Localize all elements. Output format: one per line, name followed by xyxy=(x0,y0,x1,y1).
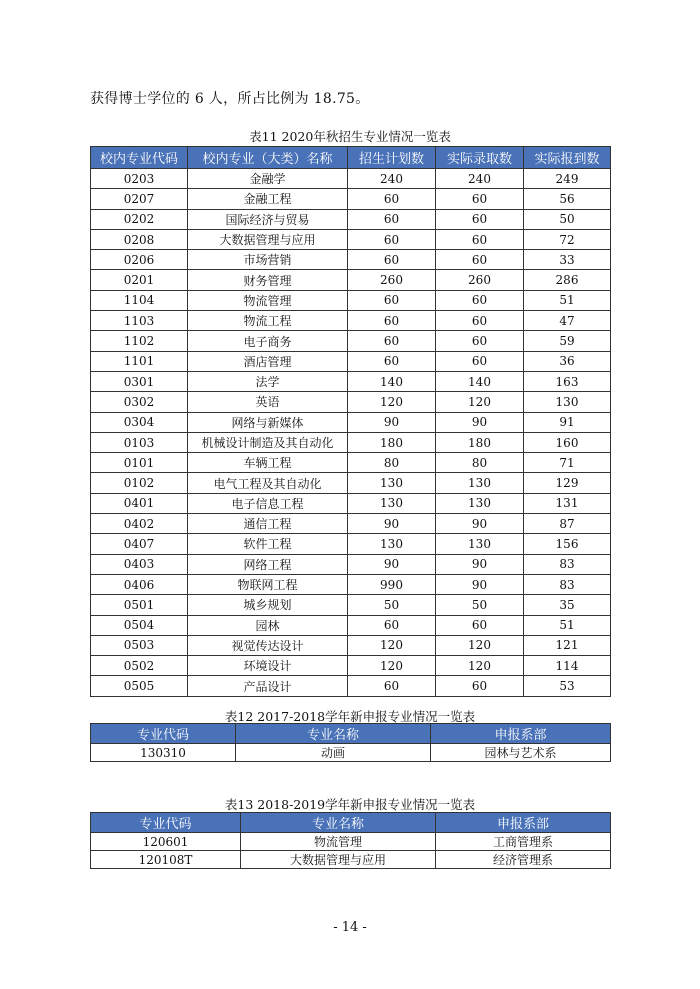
table-cell: 160 xyxy=(524,432,611,452)
table-cell: 大数据管理与应用 xyxy=(241,851,436,869)
table-row xyxy=(91,851,611,869)
table-cell: 0403 xyxy=(91,554,188,574)
table-cell: 240 xyxy=(436,169,524,189)
table-cell: 0401 xyxy=(91,493,188,513)
table-row xyxy=(91,169,611,189)
table-cell: 60 xyxy=(436,351,524,371)
table-cell: 260 xyxy=(436,270,524,290)
table-cell: 120108T xyxy=(91,851,241,869)
table-row xyxy=(91,189,611,209)
table-cell: 0208 xyxy=(91,229,188,249)
table-cell: 90 xyxy=(436,554,524,574)
table-row xyxy=(91,656,611,676)
table-cell: 动画 xyxy=(236,744,431,762)
table-cell: 50 xyxy=(436,595,524,615)
table-cell: 56 xyxy=(524,189,611,209)
table-row xyxy=(91,453,611,473)
table-cell: 物联网工程 xyxy=(188,574,348,594)
table-cell: 1103 xyxy=(91,311,188,331)
table-cell: 市场营销 xyxy=(188,250,348,270)
table-cell: 80 xyxy=(348,453,436,473)
table-cell: 36 xyxy=(524,351,611,371)
table-row xyxy=(91,229,611,249)
table-cell: 72 xyxy=(524,229,611,249)
table-cell: 0101 xyxy=(91,453,188,473)
table-row xyxy=(91,250,611,270)
table-cell: 120 xyxy=(436,656,524,676)
table-cell: 60 xyxy=(436,290,524,310)
table-cell: 114 xyxy=(524,656,611,676)
table-row xyxy=(91,514,611,534)
table-cell: 0505 xyxy=(91,676,188,696)
column-header: 实际报到数 xyxy=(524,147,611,169)
table-row xyxy=(91,351,611,371)
table-cell: 129 xyxy=(524,473,611,493)
table-cell: 50 xyxy=(348,595,436,615)
table-row xyxy=(91,534,611,554)
table-row xyxy=(91,554,611,574)
table-cell: 通信工程 xyxy=(188,514,348,534)
table12-caption: 表12 2017-2018学年新申报专业情况一览表 xyxy=(224,709,476,724)
table12-new-majors-2017 xyxy=(90,723,611,762)
table-cell: 140 xyxy=(348,371,436,391)
table-cell: 60 xyxy=(348,229,436,249)
table-cell: 产品设计 xyxy=(188,676,348,696)
table11-enrollment xyxy=(90,146,611,697)
table-cell: 60 xyxy=(348,209,436,229)
table-cell: 121 xyxy=(524,635,611,655)
table-cell: 60 xyxy=(348,189,436,209)
page-number: - 14 - xyxy=(333,920,367,935)
table-row xyxy=(91,493,611,513)
table-row xyxy=(91,595,611,615)
table-cell: 经济管理系 xyxy=(436,851,611,869)
table13-new-majors-2018 xyxy=(90,812,611,869)
table-cell: 130 xyxy=(436,493,524,513)
table-cell: 电气工程及其自动化 xyxy=(188,473,348,493)
table-cell: 金融学 xyxy=(188,169,348,189)
table-row xyxy=(91,270,611,290)
table-cell: 120 xyxy=(436,635,524,655)
table-cell: 0301 xyxy=(91,371,188,391)
table-row xyxy=(91,371,611,391)
table-cell: 260 xyxy=(348,270,436,290)
table-cell: 60 xyxy=(348,250,436,270)
table-cell: 大数据管理与应用 xyxy=(188,229,348,249)
table-cell: 130310 xyxy=(91,744,236,762)
intro-paragraph: 获得博士学位的 6 人，所占比例为 18.75。 xyxy=(90,91,370,107)
table-cell: 城乡规划 xyxy=(188,595,348,615)
table-cell: 249 xyxy=(524,169,611,189)
table-row xyxy=(91,676,611,696)
table-cell: 0402 xyxy=(91,514,188,534)
column-header: 专业名称 xyxy=(241,813,436,833)
table-cell: 120 xyxy=(348,635,436,655)
table-cell: 120 xyxy=(436,392,524,412)
table-cell: 60 xyxy=(436,331,524,351)
table-cell: 60 xyxy=(436,615,524,635)
table-cell: 120 xyxy=(348,656,436,676)
table-cell: 47 xyxy=(524,311,611,331)
table-cell: 71 xyxy=(524,453,611,473)
column-header: 专业代码 xyxy=(91,724,236,744)
table-cell: 0501 xyxy=(91,595,188,615)
table-cell: 990 xyxy=(348,574,436,594)
table-cell: 53 xyxy=(524,676,611,696)
table-row xyxy=(91,833,611,851)
table-cell: 软件工程 xyxy=(188,534,348,554)
table-row xyxy=(91,290,611,310)
table-cell: 60 xyxy=(436,189,524,209)
table-cell: 园林与艺术系 xyxy=(431,744,611,762)
table-cell: 金融工程 xyxy=(188,189,348,209)
column-header: 专业代码 xyxy=(91,813,241,833)
table-cell: 83 xyxy=(524,554,611,574)
table-cell: 60 xyxy=(348,331,436,351)
table-cell: 240 xyxy=(348,169,436,189)
table-cell: 0203 xyxy=(91,169,188,189)
table-cell: 物流工程 xyxy=(188,311,348,331)
column-header: 申报系部 xyxy=(436,813,611,833)
column-header: 招生计划数 xyxy=(348,147,436,169)
table-cell: 60 xyxy=(348,290,436,310)
table-cell: 0206 xyxy=(91,250,188,270)
table-cell: 财务管理 xyxy=(188,270,348,290)
table-cell: 163 xyxy=(524,371,611,391)
table-cell: 60 xyxy=(348,676,436,696)
table-cell: 90 xyxy=(436,514,524,534)
table-header-row xyxy=(91,724,611,744)
table-cell: 130 xyxy=(348,534,436,554)
table-cell: 0503 xyxy=(91,635,188,655)
table-cell: 35 xyxy=(524,595,611,615)
table-cell: 180 xyxy=(348,432,436,452)
table-cell: 60 xyxy=(348,615,436,635)
table-cell: 1102 xyxy=(91,331,188,351)
table-cell: 140 xyxy=(436,371,524,391)
table-cell: 0103 xyxy=(91,432,188,452)
table-cell: 机械设计制造及其自动化 xyxy=(188,432,348,452)
table-cell: 物流管理 xyxy=(188,290,348,310)
table-row xyxy=(91,331,611,351)
table-cell: 视觉传达设计 xyxy=(188,635,348,655)
table-cell: 60 xyxy=(436,311,524,331)
table-cell: 90 xyxy=(348,554,436,574)
table-cell: 电子信息工程 xyxy=(188,493,348,513)
table-cell: 90 xyxy=(436,574,524,594)
table11-caption: 表11 2020年秋招生专业情况一览表 xyxy=(249,129,451,144)
table-cell: 33 xyxy=(524,250,611,270)
table-cell: 网络工程 xyxy=(188,554,348,574)
column-header: 校内专业代码 xyxy=(91,147,188,169)
table-cell: 80 xyxy=(436,453,524,473)
table-cell: 0207 xyxy=(91,189,188,209)
table-cell: 1104 xyxy=(91,290,188,310)
table-cell: 90 xyxy=(348,412,436,432)
table-cell: 91 xyxy=(524,412,611,432)
table-cell: 130 xyxy=(436,534,524,554)
table-row xyxy=(91,615,611,635)
table-cell: 59 xyxy=(524,331,611,351)
table-cell: 180 xyxy=(436,432,524,452)
table-cell: 0304 xyxy=(91,412,188,432)
table-cell: 60 xyxy=(436,209,524,229)
table-cell: 0102 xyxy=(91,473,188,493)
column-header: 校内专业（大类）名称 xyxy=(188,147,348,169)
table-cell: 0302 xyxy=(91,392,188,412)
table-cell: 83 xyxy=(524,574,611,594)
table-cell: 0407 xyxy=(91,534,188,554)
table-row xyxy=(91,209,611,229)
table-cell: 131 xyxy=(524,493,611,513)
table-cell: 60 xyxy=(436,676,524,696)
table-row xyxy=(91,473,611,493)
table-cell: 90 xyxy=(348,514,436,534)
table-cell: 60 xyxy=(436,250,524,270)
table-row xyxy=(91,744,611,762)
table-cell: 园林 xyxy=(188,615,348,635)
table-row xyxy=(91,574,611,594)
table-cell: 90 xyxy=(436,412,524,432)
table-cell: 车辆工程 xyxy=(188,453,348,473)
table-row xyxy=(91,432,611,452)
table-header-row xyxy=(91,147,611,169)
table-cell: 130 xyxy=(348,473,436,493)
table-cell: 0201 xyxy=(91,270,188,290)
table-cell: 130 xyxy=(348,493,436,513)
table-row xyxy=(91,311,611,331)
table-cell: 法学 xyxy=(188,371,348,391)
table-cell: 1101 xyxy=(91,351,188,371)
table13-caption: 表13 2018-2019学年新申报专业情况一览表 xyxy=(224,797,476,812)
table-row xyxy=(91,412,611,432)
table-cell: 156 xyxy=(524,534,611,554)
table-cell: 60 xyxy=(436,229,524,249)
table-cell: 120601 xyxy=(91,833,241,851)
table-header-row xyxy=(91,813,611,833)
table-cell: 环境设计 xyxy=(188,656,348,676)
table-cell: 0202 xyxy=(91,209,188,229)
column-header: 申报系部 xyxy=(431,724,611,744)
table-cell: 60 xyxy=(348,351,436,371)
table-row xyxy=(91,392,611,412)
table-cell: 国际经济与贸易 xyxy=(188,209,348,229)
table-cell: 130 xyxy=(524,392,611,412)
table-cell: 50 xyxy=(524,209,611,229)
table-cell: 0502 xyxy=(91,656,188,676)
table-cell: 英语 xyxy=(188,392,348,412)
table-cell: 0406 xyxy=(91,574,188,594)
table-cell: 工商管理系 xyxy=(436,833,611,851)
column-header: 实际录取数 xyxy=(436,147,524,169)
table-cell: 130 xyxy=(436,473,524,493)
table-cell: 51 xyxy=(524,615,611,635)
table-cell: 网络与新媒体 xyxy=(188,412,348,432)
column-header: 专业名称 xyxy=(236,724,431,744)
table-cell: 0504 xyxy=(91,615,188,635)
table-cell: 87 xyxy=(524,514,611,534)
table-cell: 51 xyxy=(524,290,611,310)
table-cell: 电子商务 xyxy=(188,331,348,351)
table-cell: 60 xyxy=(348,311,436,331)
table-cell: 120 xyxy=(348,392,436,412)
table-cell: 酒店管理 xyxy=(188,351,348,371)
table-cell: 286 xyxy=(524,270,611,290)
table-cell: 物流管理 xyxy=(241,833,436,851)
table-row xyxy=(91,635,611,655)
